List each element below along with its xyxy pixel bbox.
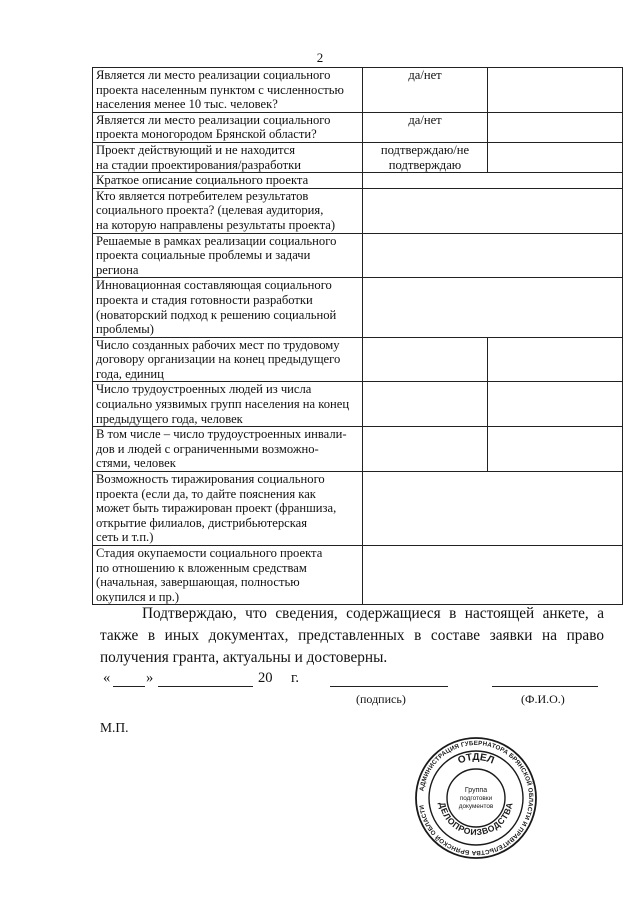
extra-answer-cell[interactable] bbox=[488, 427, 623, 472]
question-line: социально уязвимых групп населения на конец bbox=[96, 397, 350, 412]
question-line: Является ли место реализации социального bbox=[96, 112, 331, 127]
stamp-inner-line-2: подготовки bbox=[459, 795, 493, 802]
answer-option-line: подтверждаю bbox=[388, 157, 462, 172]
seal-place-label: М.П. bbox=[100, 720, 129, 735]
form-row bbox=[93, 472, 623, 546]
answer-cell[interactable] bbox=[363, 233, 623, 278]
question-cell bbox=[93, 546, 363, 605]
form-row bbox=[93, 278, 623, 337]
form-row bbox=[93, 427, 623, 472]
signature-caption: (подпись) bbox=[356, 692, 406, 706]
question-line: региона bbox=[96, 262, 139, 277]
form-row bbox=[93, 382, 623, 427]
question-line: Стадия окупаемости социального проекта bbox=[96, 546, 323, 560]
stamp-inner-line-1: Группа bbox=[464, 787, 488, 794]
date-month-blank bbox=[158, 672, 253, 687]
answer-cell[interactable] bbox=[363, 142, 488, 172]
date-quote-open: « bbox=[103, 670, 111, 686]
svg-text:ОТДЕЛ bbox=[457, 752, 496, 767]
question-line: может быть тиражирован проект (франшиза, bbox=[96, 501, 337, 516]
answer-cell[interactable] bbox=[363, 173, 623, 189]
stamp-department-label: ОТДЕЛ bbox=[456, 751, 496, 767]
answer-cell[interactable] bbox=[363, 278, 623, 337]
answer-cell[interactable] bbox=[363, 472, 623, 546]
question-cell bbox=[93, 142, 363, 172]
form-row bbox=[93, 68, 623, 113]
signature-blank bbox=[330, 672, 448, 687]
question-line: года, единиц bbox=[96, 366, 164, 381]
answer-cell[interactable] bbox=[363, 68, 488, 113]
question-cell bbox=[93, 278, 363, 337]
question-line: Проект действующий и не находится bbox=[96, 142, 296, 157]
question-line: окупился и пр.) bbox=[96, 589, 180, 604]
question-line: проекта социальные проблемы и задачи bbox=[96, 248, 311, 263]
question-line: дов и людей с ограниченными возможно- bbox=[96, 441, 319, 456]
question-line: социального проекта? (целевая аудитория, bbox=[96, 203, 324, 218]
date-year-suffix: г. bbox=[291, 670, 299, 686]
question-line: стями, человек bbox=[96, 456, 176, 471]
question-line: Возможность тиражирования социального bbox=[96, 472, 325, 487]
question-line: на стадии проектирования/разработки bbox=[96, 157, 302, 172]
question-cell bbox=[93, 472, 363, 546]
question-line: предыдущего года, человек bbox=[96, 411, 243, 426]
question-line: Число созданных рабочих мест по трудовому bbox=[96, 337, 340, 352]
answer-cell[interactable] bbox=[363, 382, 488, 427]
answer-cell[interactable] bbox=[363, 546, 623, 605]
form-row bbox=[93, 188, 623, 233]
extra-answer-cell[interactable] bbox=[488, 68, 623, 113]
question-line: сеть и т.п.) bbox=[96, 530, 154, 545]
confirmation-statement: Подтверждаю, что сведения, содержащиеся в настоящей анкете, а также в иных документах, представленных в составе заявки на право получения гранта, актуальны и достоверны. bbox=[100, 605, 604, 666]
date-day-blank bbox=[113, 672, 145, 687]
question-cell bbox=[93, 233, 363, 278]
question-line: Является ли место реализации социального bbox=[96, 68, 331, 82]
question-cell bbox=[93, 173, 363, 189]
question-line: проекта населенным пунктом с численностью bbox=[96, 82, 344, 97]
question-line: Решаемые в рамках реализации социального bbox=[96, 233, 337, 248]
form-row bbox=[93, 142, 623, 172]
answer-cell[interactable] bbox=[363, 427, 488, 472]
question-cell bbox=[93, 382, 363, 427]
question-line: Число трудоустроенных людей из числа bbox=[96, 382, 312, 397]
form-row bbox=[93, 337, 623, 382]
form-row bbox=[93, 173, 623, 189]
stamp-outer-text: АДМИНИСТРАЦИЯ ГУБЕРНАТОРА БРЯНСКОЙ ОБЛАСТИ И ПРАВИТЕЛЬСТВА БРЯНСКОЙ ОБЛАСТИ bbox=[418, 739, 535, 857]
answer-cell[interactable] bbox=[363, 188, 623, 233]
question-line: В том числе – число трудоустроенных инвали- bbox=[96, 427, 347, 442]
date-year-prefix: 20 bbox=[258, 670, 273, 686]
form-row bbox=[93, 546, 623, 605]
answer-cell[interactable] bbox=[363, 112, 488, 142]
question-line: по отношению к вложенным средствам bbox=[96, 560, 307, 575]
name-caption: (Ф.И.О.) bbox=[521, 692, 565, 706]
question-line: договору организации на конец предыдущего bbox=[96, 352, 341, 367]
question-cell bbox=[93, 337, 363, 382]
department-stamp bbox=[414, 736, 538, 860]
name-blank bbox=[492, 672, 598, 687]
question-line: проекта моногородом Брянской области? bbox=[96, 127, 317, 142]
question-line: (новаторский подход к решению социальной bbox=[96, 307, 337, 322]
answer-option-line: подтверждаю/не bbox=[380, 142, 470, 157]
question-line: (начальная, завершающая, полностью bbox=[96, 575, 300, 590]
question-line: на которую направлены результаты проекта) bbox=[96, 217, 336, 232]
question-line: Инновационная составляющая социального bbox=[96, 278, 332, 293]
stamp-department-name: ДЕЛОПРОИЗВОДСТВА bbox=[437, 801, 515, 838]
answer-cell[interactable] bbox=[363, 337, 488, 382]
question-line: проекта (если да, то дайте пояснения как bbox=[96, 486, 316, 501]
question-cell bbox=[93, 427, 363, 472]
question-line: Краткое описание социального проекта bbox=[96, 173, 309, 188]
question-line: проблемы) bbox=[96, 322, 154, 337]
stamp-inner-line-3: документов bbox=[458, 803, 494, 810]
question-cell bbox=[93, 68, 363, 113]
application-form-table bbox=[92, 67, 623, 605]
extra-answer-cell[interactable] bbox=[488, 382, 623, 427]
extra-answer-cell[interactable] bbox=[488, 112, 623, 142]
question-line: населения менее 10 тыс. человек? bbox=[96, 97, 278, 112]
page-number: 2 bbox=[316, 50, 324, 65]
answer-option-line: да/нет bbox=[408, 68, 442, 82]
question-cell bbox=[93, 112, 363, 142]
extra-answer-cell[interactable] bbox=[488, 337, 623, 382]
form-row bbox=[93, 112, 623, 142]
question-line: открытие филиалов, дистрибьютерская bbox=[96, 515, 308, 530]
extra-answer-cell[interactable] bbox=[488, 142, 623, 172]
question-line: проекта и стадия готовности разработки bbox=[96, 292, 313, 307]
form-row bbox=[93, 233, 623, 278]
question-line: Кто является потребителем результатов bbox=[96, 188, 309, 203]
date-quote-close: » bbox=[146, 670, 154, 686]
question-cell bbox=[93, 188, 363, 233]
answer-option-line: да/нет bbox=[408, 112, 442, 127]
